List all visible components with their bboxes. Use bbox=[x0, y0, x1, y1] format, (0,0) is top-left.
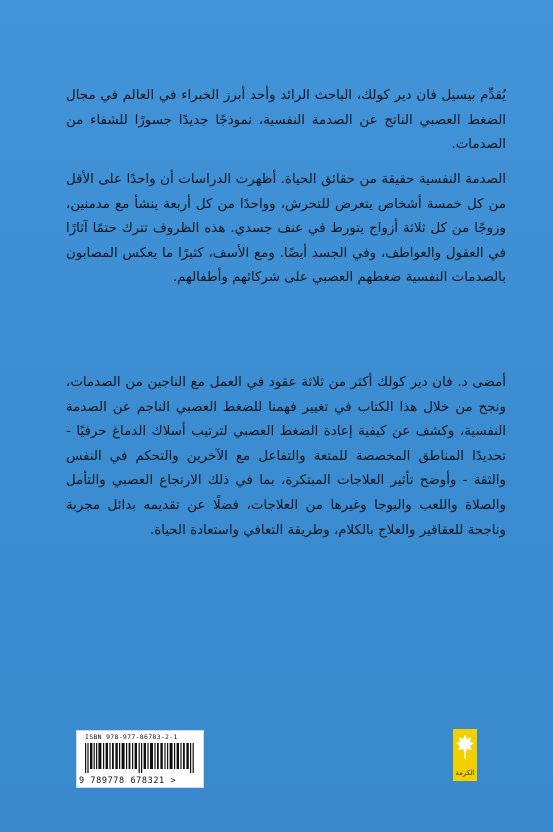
publisher-name: الكرمة bbox=[455, 769, 475, 777]
grape-leaf-icon bbox=[455, 733, 475, 763]
blurb-paragraph-1 bbox=[66, 84, 506, 158]
blurb-paragraph-2 bbox=[66, 168, 506, 291]
isbn-label: ISBN 978-977-86783-2-1 bbox=[85, 733, 178, 741]
paragraph-text: أمضى د. فان دير كولك أكثر من ثلاثة عقود في العمل مع الناجين من الصدمات، ونجح من خلال هذا الكتاب في تغيير فهمنا للضغط العصبي الناجم عن الصدمة النفسية، وكشف عن كيفية إعادة الضغط العصبي لترتيب أسلاك الدماغ حرفيًا - تحديدًا المناطق المخصصة للمتعة والتفاعل مع الآخرين والتحكم في النفس والثقة - وأوضح تأثير العلاجات المبتكرة، بما في ذلك الارتجاع العصبي والتأمل والصلاة واللعب واليوجا وغيرها من العلاجات، فضلًا عن تقديمه بدائل مجربة وناجحة للعقاقير والعلاج بالكلام، وطريقة التعافي واستعادة الحياة. bbox=[66, 375, 506, 538]
isbn-barcode bbox=[76, 730, 204, 788]
blurb-paragraph-3 bbox=[66, 371, 506, 543]
publisher-logo bbox=[453, 729, 477, 781]
paragraph-text: يُقدِّم بيسيل فان دير كولك، الباحث الرائد وأحد أبرز الخبراء في العالم في مجال الضغط العصبي الناتج عن الصدمة النفسية، نموذجًا جديدًا جسورًا للشفاء من الصدمات. bbox=[66, 88, 506, 153]
paragraph-text: الصدمة النفسية حقيقة من حقائق الحياة. أظهرت الدراسات أن واحدًا على الأقل من كل خمسة أشخاص يتعرض للتحرش، وواحدًا من كل أربعة ينشأ مع مدمنين، وزوجًا من كل ثلاثة أزواج يتورط في عنف جسدي. هذه الظروف تترك حتمًا آثارًا في العقول والعواطف، وفي الجسد أيضًا. ومع الأسف، كثيرًا ما يعكس المصابون بالصدمات النفسية ضغطهم العصبي على شركائهم وأطفالهم. bbox=[66, 172, 506, 286]
barcode-digits: 9 789778 678321 > bbox=[79, 776, 177, 786]
barcode-bars bbox=[85, 743, 197, 773]
